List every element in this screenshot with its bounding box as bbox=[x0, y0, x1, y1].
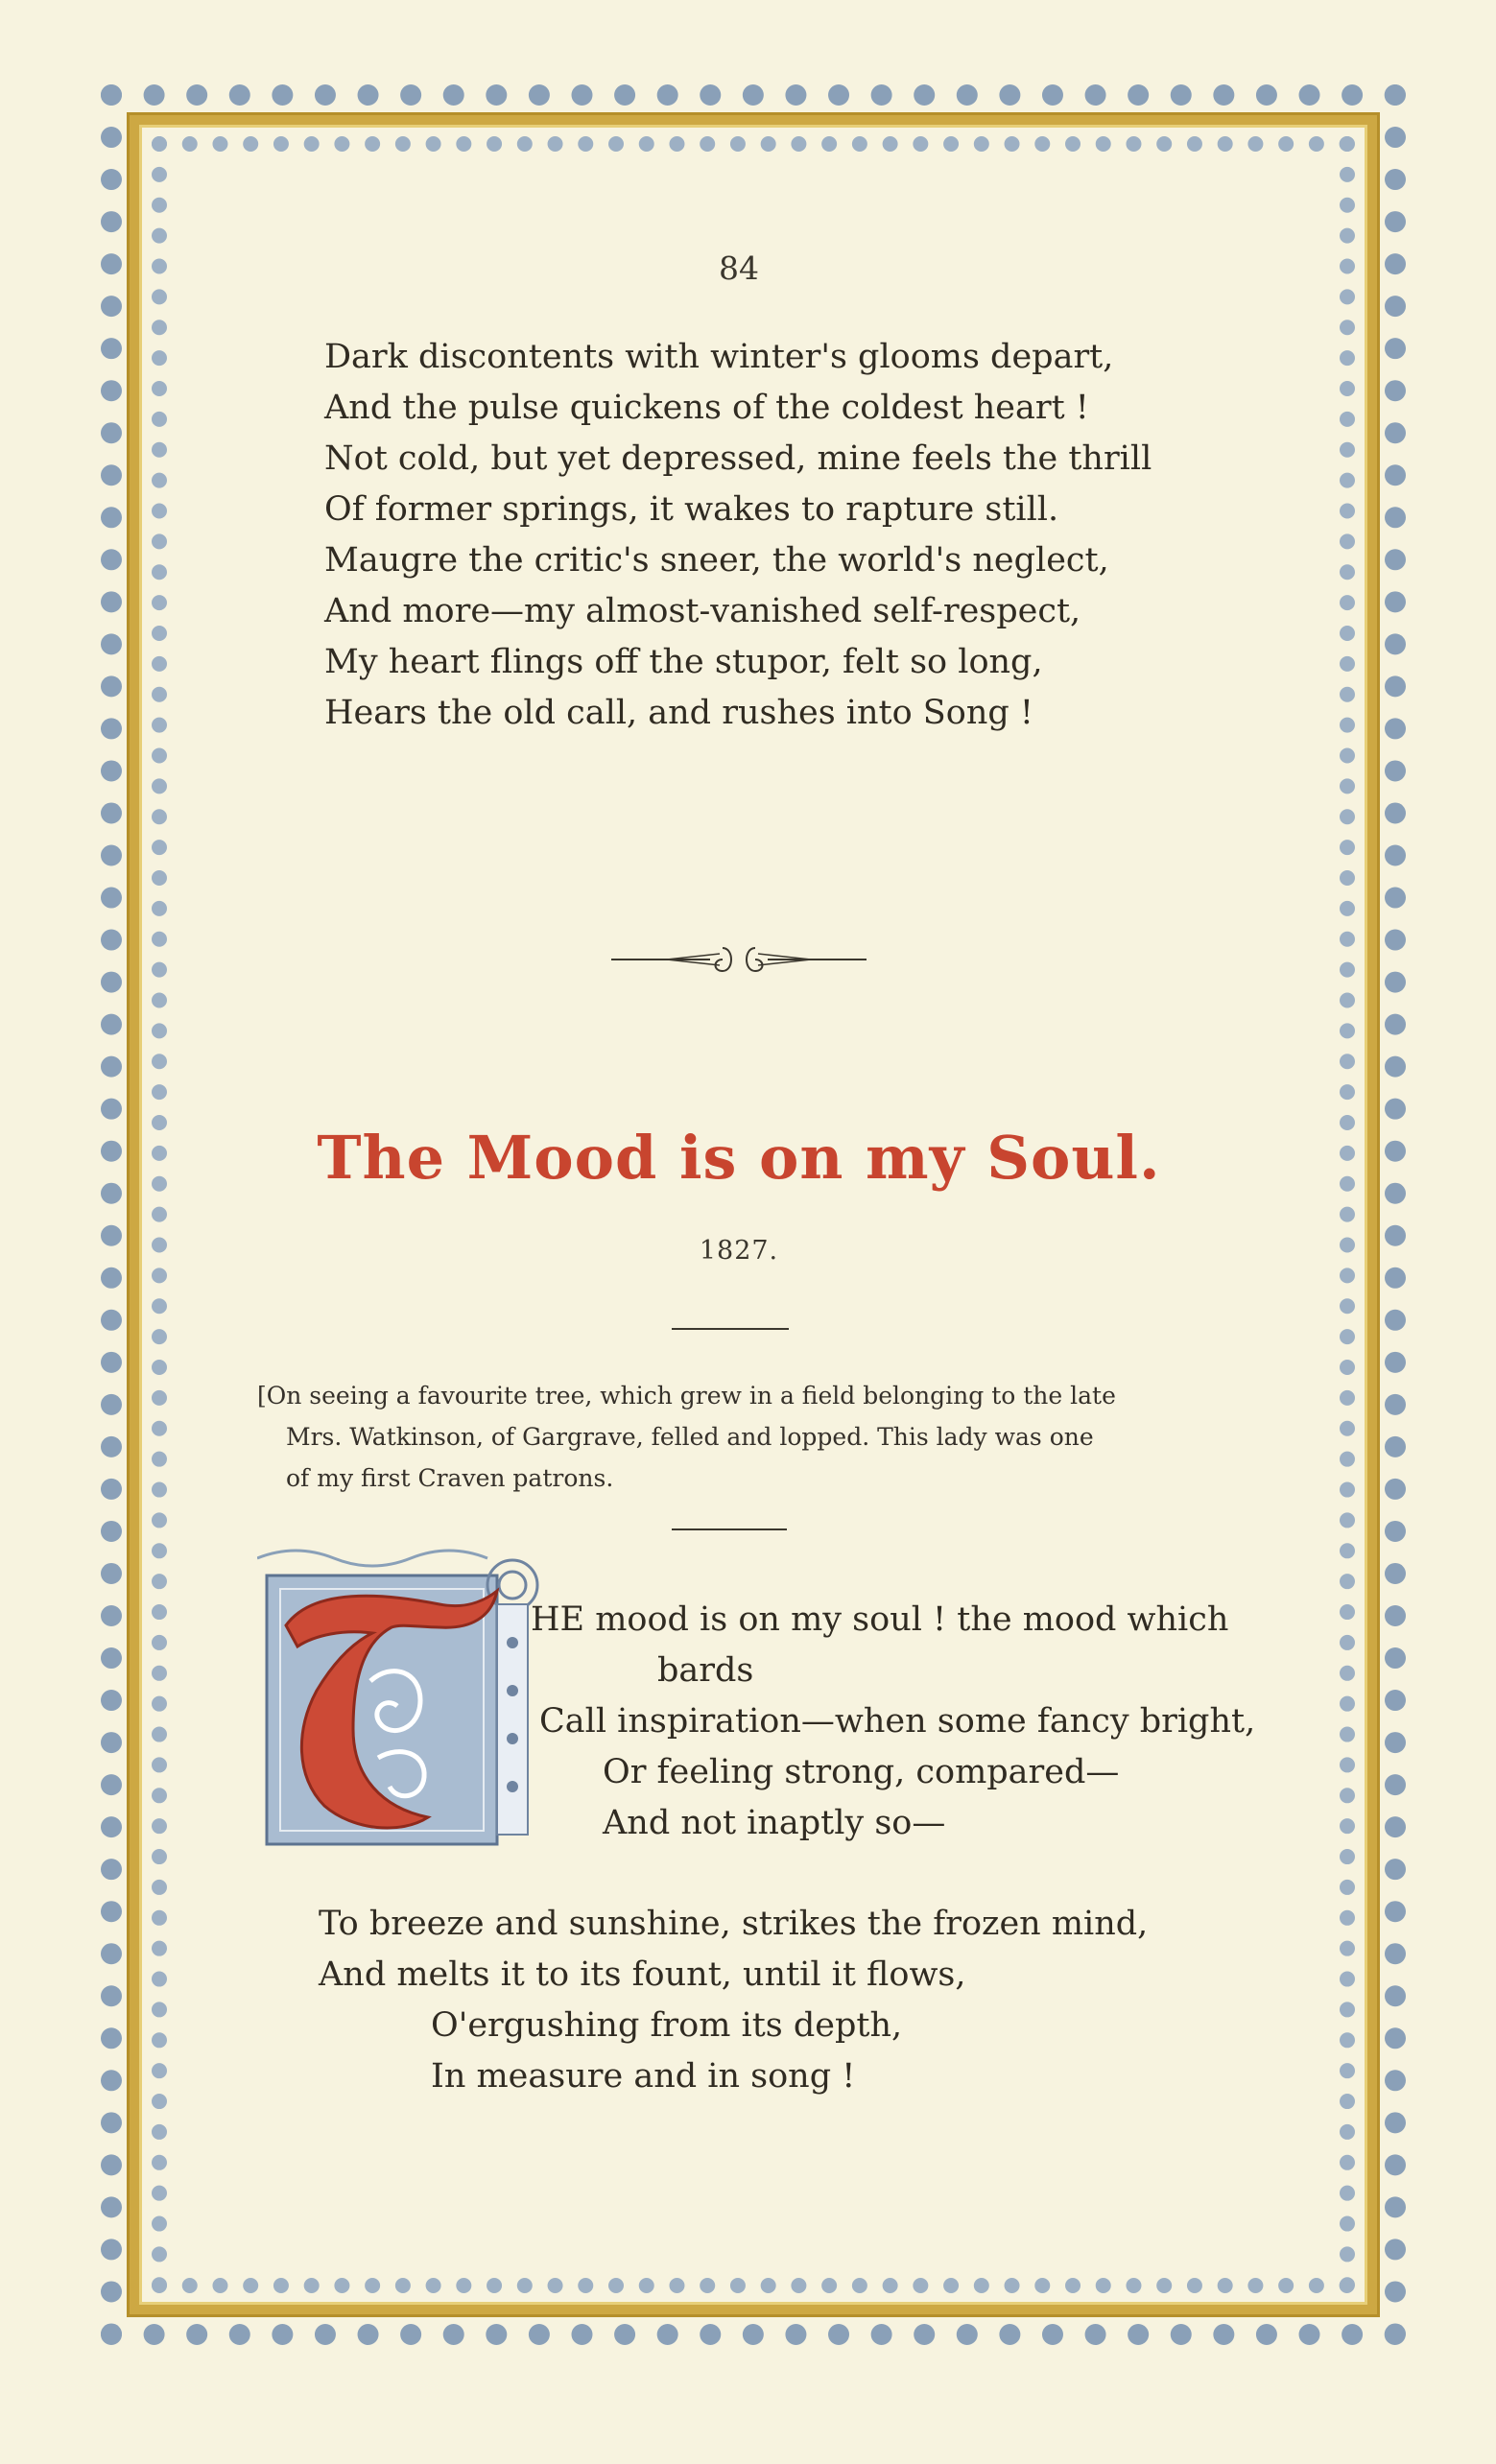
poem-line: Call inspiration—when some fancy bright, bbox=[539, 1702, 1256, 1741]
poem-year: 1827. bbox=[699, 1236, 779, 1266]
poem-line: And more—my almost-vanished self-respect, bbox=[324, 592, 1081, 630]
poem-line: And melts it to its fount, until it flows, bbox=[319, 1955, 966, 1994]
poem-line: And not inaptly so— bbox=[603, 1804, 946, 1842]
rule-below-note bbox=[672, 1528, 787, 1530]
note-line: of my first Craven patrons. bbox=[286, 1464, 614, 1492]
poem-line: Of former springs, it wakes to rapture still. bbox=[324, 490, 1059, 529]
poem-line: In measure and in song ! bbox=[431, 2057, 856, 2096]
poem-line: To breeze and sunshine, strikes the frozen mind, bbox=[319, 1905, 1149, 1943]
illuminated-dropcap-t bbox=[257, 1547, 545, 1863]
note-line: Mrs. Watkinson, of Gargrave, felled and lopped. This lady was one bbox=[286, 1423, 1094, 1451]
rule-above-note bbox=[672, 1328, 789, 1330]
poem-line: bards bbox=[657, 1651, 754, 1690]
poem-line: Or feeling strong, compared— bbox=[603, 1753, 1120, 1791]
note-line: [On seeing a favourite tree, which grew in a field belonging to the late bbox=[257, 1382, 1116, 1410]
section-divider-ornament bbox=[609, 940, 868, 979]
page-number: 84 bbox=[719, 249, 759, 287]
poem-line: And the pulse quickens of the coldest heart ! bbox=[324, 389, 1089, 427]
poem-line: My heart flings off the stupor, felt so long, bbox=[324, 643, 1043, 681]
poem-title: The Mood is on my Soul. bbox=[317, 1123, 1161, 1193]
poem-line: Hears the old call, and rushes into Song ! bbox=[324, 694, 1033, 732]
poem-line: Not cold, but yet depressed, mine feels the thrill bbox=[324, 439, 1152, 478]
poem-line: O'ergushing from its depth, bbox=[431, 2006, 903, 2045]
poem-line: Maugre the critic's sneer, the world's neglect, bbox=[324, 541, 1109, 580]
poem-line: HE mood is on my soul ! the mood which bbox=[531, 1600, 1229, 1639]
poem-line: Dark discontents with winter's glooms depart, bbox=[324, 338, 1114, 376]
